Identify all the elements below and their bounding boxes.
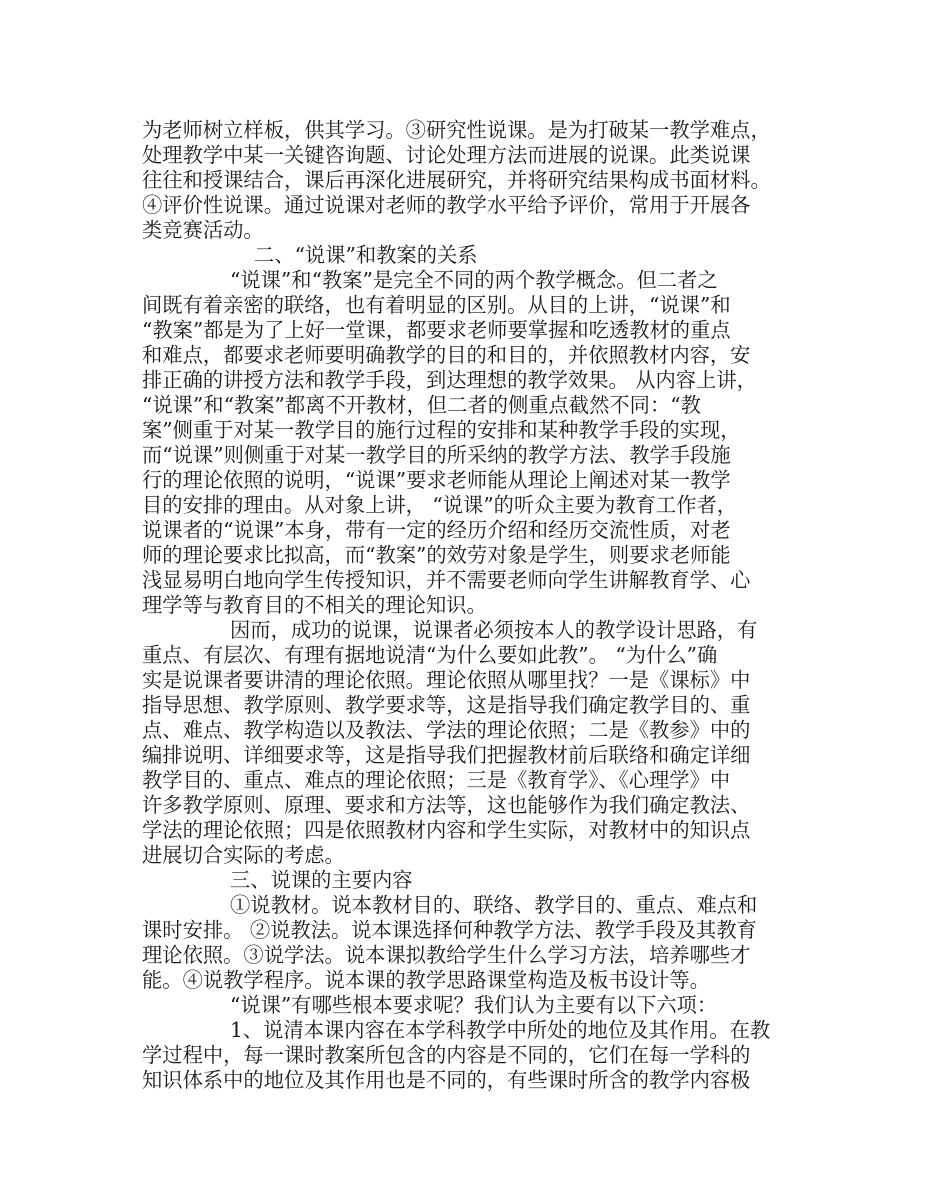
text-line: 能。④说教学程序。说本课的教学思路课堂构造及板书设计等。 (142, 968, 710, 992)
text-line: 间既有着亲密的联络，也有着明显的区别。从目的上讲，“说课”和 (142, 293, 731, 317)
text-line: 二、“说课”和教案的关系 (254, 243, 478, 267)
text-line: 而“说课”则侧重于对某一教学目的所采纳的教学方法、教学手段施 (142, 443, 731, 467)
text-line: 类竞赛活动。 (142, 218, 264, 242)
text-line: 知识体系中的地位及其作用也是不同的，有些课时所含的教学内容极 (142, 1068, 751, 1092)
text-line: ④评价性说课。通过说课对老师的教学水平给予评价，常用于开展各 (142, 193, 751, 217)
text-line: 目的安排的理由。从对象上讲， “说课”的听众主要为教育工作者， (142, 493, 738, 517)
text-line: 理论依照。③说学法。说本课拟教给学生什么学习方法，培养哪些才 (142, 943, 751, 967)
text-line: “说课”有哪些根本要求呢？我们认为主要有以下六项： (230, 993, 718, 1017)
text-line: 师的理论要求比拟高，而“教案”的效劳对象是学生，则要求老师能 (142, 543, 731, 567)
text-line: 往往和授课结合，课后再深化进展研究，并将研究结果构成书面材料。 (142, 168, 771, 192)
text-line: 指导思想、教学原则、教学要求等，这是指导我们确定教学目的、重 (142, 693, 751, 717)
text-line: 编排说明、详细要求等，这是指导我们把握教材前后联络和确定详细 (142, 743, 751, 767)
text-line: 说课者的“说课”本身，带有一定的经历介绍和经历交流性质，对老 (142, 518, 731, 542)
text-line: 重点、有层次、有理有据地说清“为什么要如此教”。 “为什么”确 (142, 643, 718, 667)
text-line: 实是说课者要讲清的理论依照。理论依照从哪里找？一是《课标》中 (142, 668, 751, 692)
text-line: 点、难点、教学构造以及教法、学法的理论依照；二是《教参》中的 (142, 718, 751, 742)
text-line: ①说教材。说本教材目的、联络、教学目的、重点、难点和 (230, 893, 758, 917)
document-body (142, 118, 822, 1093)
text-line: “说课”和“教案”是完全不同的两个教学概念。但二者之 (230, 268, 718, 292)
text-line: 许多教学原则、原理、要求和方法等，这也能够作为我们确定教法、 (142, 793, 751, 817)
text-line: 教学目的、重点、难点的理论依照；三是《教育学》、《心理学》中 (142, 768, 731, 792)
text-line: 为老师树立样板，供其学习。③研究性说课。是为打破某一教学难点， (142, 118, 771, 142)
text-line: “说课”和“教案”都离不开教材，但二者的侧重点截然不同：“教 (142, 393, 701, 417)
text-line: 学过程中，每一课时教案所包含的内容是不同的，它们在每一学科的 (142, 1043, 751, 1067)
text-line: 浅显易明白地向学生传授知识，并不需要老师向学生讲解教育学、心 (142, 568, 751, 592)
text-line: 学法的理论依照；四是依照教材内容和学生实际，对教材中的知识点 (142, 818, 751, 842)
text-line: 1、说清本课内容在本学科教学中所处的地位及其作用。在教 (230, 1018, 771, 1042)
text-line: “教案”都是为了上好一堂课，都要求老师要掌握和吃透教材的重点 (142, 318, 731, 342)
text-line: 行的理论依照的说明，“说课”要求老师能从理论上阐述对某一教学 (142, 468, 731, 492)
text-line: 处理教学中某一关键咨询题、讨论处理方法而进展的说课。此类说课 (142, 143, 751, 167)
text-line: 排正确的讲授方法和教学手段，到达理想的教学效果。 从内容上讲， (142, 368, 757, 392)
text-line: 因而，成功的说课，说课者必须按本人的教学设计思路，有 (230, 618, 758, 642)
text-line: 理学等与教育目的不相关的理论知识。 (142, 593, 487, 617)
text-line: 案”侧重于对某一教学目的施行过程的安排和某种教学手段的实现， (142, 418, 741, 442)
text-line: 进展切合实际的考虑。 (142, 843, 345, 867)
text-line: 课时安排。 ②说教法。说本课选择何种教学方法、教学手段及其教育 (142, 918, 757, 942)
text-line: 和难点，都要求老师要明确教学的目的和目的，并依照教材内容，安 (142, 343, 751, 367)
text-line: 三、说课的主要内容 (230, 868, 413, 892)
